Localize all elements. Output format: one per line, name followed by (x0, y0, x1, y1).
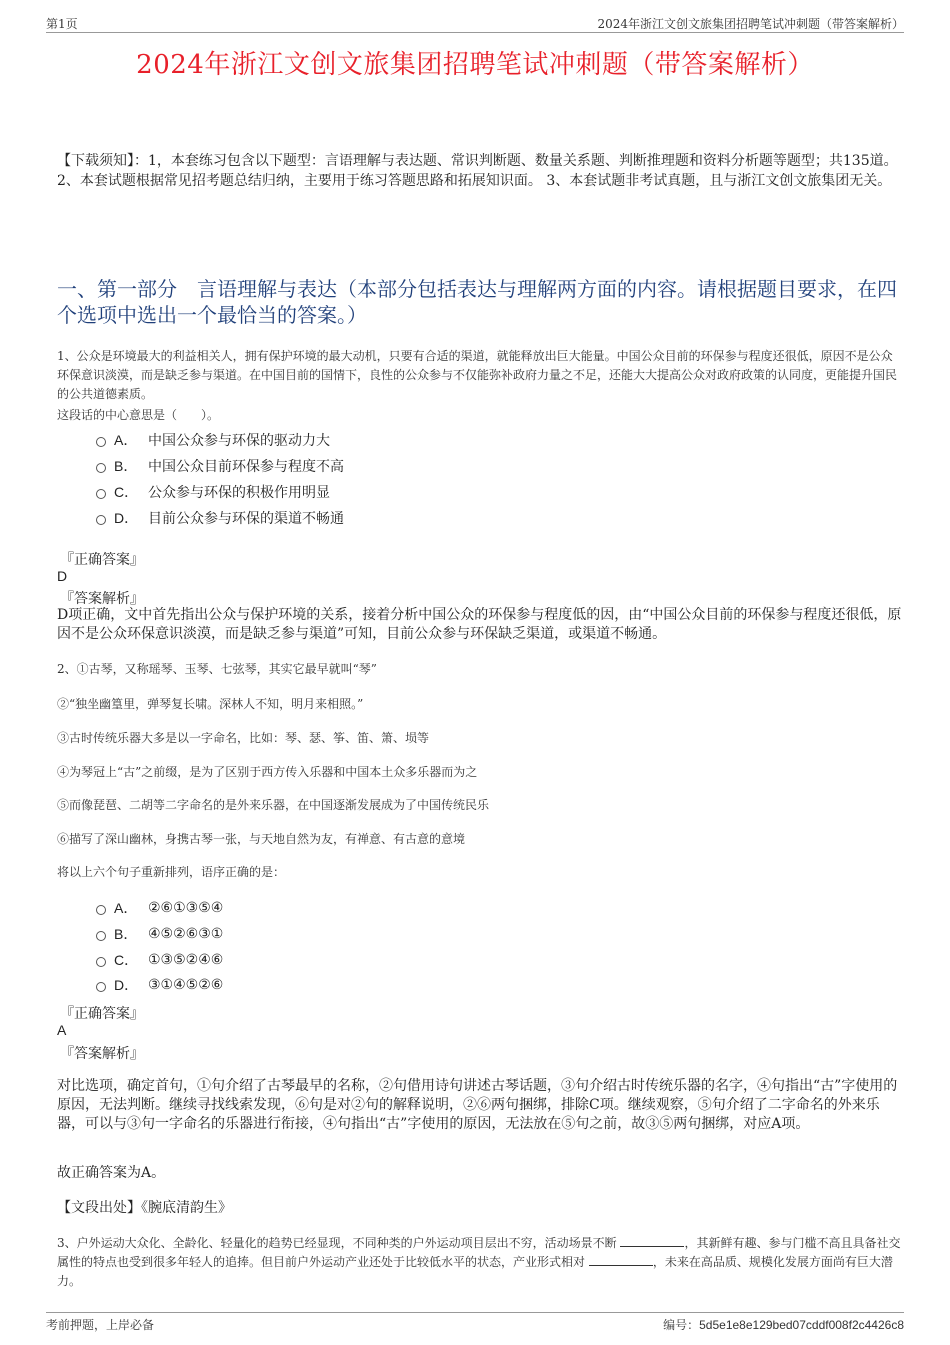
fill-blank-2[interactable] (589, 1253, 653, 1266)
code-label: 编号： (663, 1318, 700, 1332)
q1-option-b[interactable] (96, 456, 344, 476)
q2-sentence-1: 2、①古琴，又称瑶琴、玉琴、七弦琴，其实它最早就叫“琴” (57, 662, 377, 676)
q2-sentence-3: ③古时传统乐器大多是以一字命名，比如：琴、瑟、筝、笛、箫、埙等 (57, 731, 430, 745)
q1-answer: D (57, 568, 68, 584)
q1-analysis-label: 『答案解析』 (60, 591, 144, 607)
radio-icon[interactable] (96, 982, 106, 992)
radio-icon[interactable] (96, 463, 106, 473)
q1-option-a[interactable] (96, 430, 330, 450)
q1-stem: 1、公众是环境最大的利益相关人，拥有保护环境的最大动机，只要有合适的渠道，就能释放出巨大能量。中国公众目前的环保参与程度还很低，原因不是公众环保意识淡漠，而是缺乏参与渠道。在中国目前的国情下，良性的公众参与不仅能弥补政府力量之不足，还能大大提高公众对政府政策的认同度，更能提升国民的公共道德素质。 (57, 349, 898, 401)
code-value: 5d5e1e8e129bed07cddf008f2c4426c8 (699, 1318, 904, 1332)
q3-text-1: 3、户外运动大众化、全龄化、轻量化的趋势已经显现，不同种类的户外运动项目层出不穷，活动场景不断 (57, 1236, 617, 1250)
option-letter: D． (114, 977, 139, 993)
q2-conclusion: 故正确答案为A。 (57, 1165, 166, 1181)
q2-source (57, 1199, 902, 1218)
option-text: ②⑥①③⑤④ (148, 900, 224, 916)
source-title: 《腕底清韵生》 (141, 1200, 232, 1216)
q2-sentence-5: ⑤而像琵琶、二胡等二字命名的是外来乐器，在中国逐渐发展成为了中国传统民乐 (57, 798, 490, 812)
q3-text-3: ，未来在高品质、规模化发展方面尚有巨大潜力。 (57, 1255, 893, 1288)
option-text: 中国公众参与环保的驱动力大 (148, 433, 330, 449)
page-header (46, 12, 904, 33)
q1-option-d[interactable] (96, 508, 344, 528)
page-number: 第1页 (46, 17, 78, 31)
section-title: 一、第一部分 言语理解与表达（本部分包括表达与理解两方面的内容。请根据题目要求，在四个选项中选出一个最恰当的答案。） (57, 277, 897, 327)
option-letter: B． (114, 458, 138, 474)
download-notice: 【下载须知】：1，本套练习包含以下题型：言语理解与表达题、常识判断题、数量关系题、判断推理题和资料分析题等题型；共135道。 2、本套试题根据常见招考题总结归纳，主要用于练习答题思路和拓展知识面。 3、本套试题非考试真题，且与浙江文创文旅集团无关。 (57, 153, 898, 189)
q2-sentence-4: ④为琴冠上“古”之前缀，是为了区别于西方传入乐器和中国本土众多乐器而为之 (57, 765, 478, 779)
radio-icon[interactable] (96, 905, 106, 915)
option-text: 目前公众参与环保的渠道不畅通 (148, 511, 344, 527)
q2-option-d[interactable] (96, 975, 223, 995)
q3-stem (57, 1234, 902, 1291)
q2-answer-label: 『正确答案』 (60, 1006, 144, 1022)
q2-analysis: 对比选项，确定首句，①句介绍了古琴最早的名称，②句借用诗句讲述古琴话题，③句介绍古时传统乐器的名字，④句指出“古”字使用的原因，无法判断。继续寻找线索发现，⑥句是对②句的解释说明，②⑥两句捆绑，排除C项。继续观察，⑤句介绍了二字命名的外来乐器，可以与③句一字命名的乐器进行衔接，④句指出“古”字使用的原因，无法放在⑤句之前，故③⑤两句捆绑，对应A项。 (57, 1078, 898, 1132)
option-letter: B． (114, 926, 138, 942)
q2-ask: 将以上六个句子重新排列，语序正确的是： (57, 865, 286, 879)
footer-slogan: 考前押题，上岸必备 (46, 1318, 155, 1332)
radio-icon[interactable] (96, 931, 106, 941)
radio-icon[interactable] (96, 437, 106, 447)
q3-text-2: ，其新鲜有趣、参与门槛不高且具备社交属性的特点也受到很多年轻人的追捧。但目前户外运动产业还处于比较低水平的状态，产业形式相对 (57, 1236, 901, 1269)
footer-code (663, 1316, 904, 1333)
q2-option-c[interactable] (96, 950, 223, 970)
radio-icon[interactable] (96, 489, 106, 499)
q2-option-a[interactable] (96, 898, 223, 918)
option-letter: A． (114, 900, 138, 916)
q2-sentence-6: ⑥描写了深山幽林，身携古琴一张，与天地自然为友，有禅意、有古意的意境 (57, 832, 466, 846)
radio-icon[interactable] (96, 515, 106, 525)
q2-option-b[interactable] (96, 924, 223, 944)
radio-icon[interactable] (96, 957, 106, 967)
document-title: 2024年浙江文创文旅集团招聘笔试冲刺题（带答案解析） (136, 50, 814, 80)
option-text: ①③⑤②④⑥ (148, 952, 224, 968)
q2-analysis-label: 『答案解析』 (60, 1046, 144, 1062)
q1-analysis: D项正确，文中首先指出公众与保护环境的关系，接着分析中国公众的环保参与程度低的因，由“中国公众目前的环保参与程度还很低，原因不是公众环保意识淡漠，而是缺乏参与渠道”可知，目前公众参与环保缺乏渠道，或渠道不畅通。 (57, 607, 902, 642)
option-letter: D． (114, 510, 139, 526)
q1-answer-label: 『正确答案』 (60, 552, 144, 568)
option-text: 中国公众目前环保参与程度不高 (148, 459, 344, 475)
q2-answer: A (57, 1022, 67, 1038)
header-doc-title: 2024年浙江文创文旅集团招聘笔试冲刺题（带答案解析） (597, 17, 904, 31)
option-letter: C． (114, 952, 139, 968)
q1-ask: 这段话的中心意思是（ ）。 (57, 408, 220, 422)
q1-option-c[interactable] (96, 482, 330, 502)
option-letter: A． (114, 432, 138, 448)
option-text: ④⑤②⑥③① (148, 926, 224, 942)
source-label: 【文段出处】 (57, 1200, 141, 1216)
option-letter: C． (114, 484, 139, 500)
q2-sentence-2: ②“独坐幽篁里，弹琴复长啸。深林人不知，明月来相照。” (57, 697, 364, 711)
page-footer (46, 1312, 904, 1333)
option-text: 公众参与环保的积极作用明显 (148, 485, 330, 501)
fill-blank-1[interactable] (620, 1234, 684, 1247)
option-text: ③①④⑤②⑥ (148, 977, 224, 993)
